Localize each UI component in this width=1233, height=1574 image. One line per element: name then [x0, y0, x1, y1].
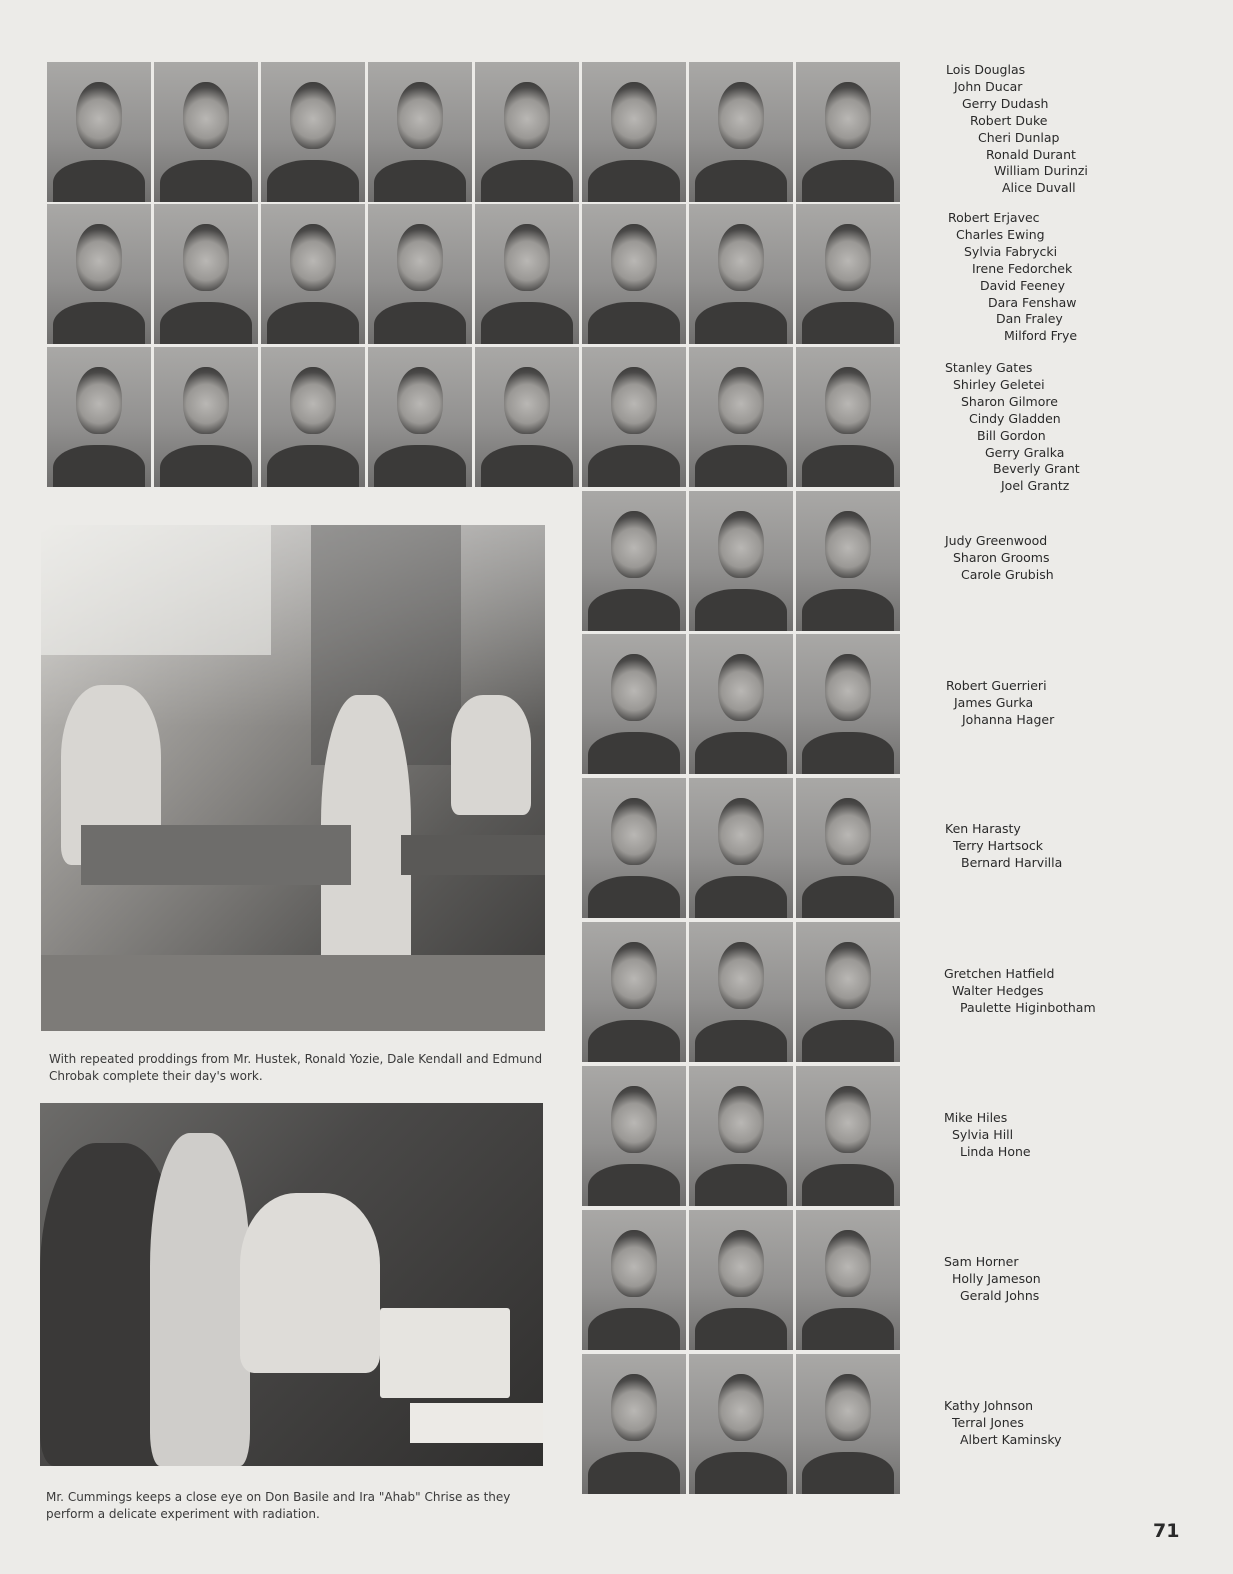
- student-name: Sharon Gilmore: [961, 393, 1058, 409]
- student-name: Linda Hone: [960, 1143, 1031, 1159]
- student-name: Kathy Johnson: [944, 1398, 1034, 1413]
- student-portrait: [368, 347, 472, 487]
- student-portrait: [796, 1066, 900, 1206]
- student-portrait: [154, 204, 258, 344]
- student-portrait: [582, 1066, 686, 1206]
- student-portrait: [582, 922, 686, 1062]
- student-portrait: [47, 347, 151, 487]
- student-name: Terral Jones: [952, 1414, 1024, 1430]
- student-name: Joel Grantz: [1001, 478, 1070, 494]
- student-name: Albert Kaminsky: [960, 1431, 1062, 1447]
- name-list: [945, 821, 1063, 872]
- student-name: Robert Guerrieri: [946, 678, 1047, 693]
- name-list: [948, 210, 1078, 345]
- student-name: Sylvia Fabrycki: [964, 243, 1058, 259]
- student-portrait: [796, 62, 900, 202]
- student-portrait: [582, 1210, 686, 1350]
- student-portrait: [689, 347, 793, 487]
- student-portrait: [261, 347, 365, 487]
- student-portrait: [689, 204, 793, 344]
- student-portrait: [689, 1066, 793, 1206]
- student-name: Beverly Grant: [993, 461, 1080, 477]
- student-name: Sylvia Hill: [952, 1126, 1014, 1142]
- student-name: John Ducar: [954, 78, 1023, 94]
- student-name: Robert Erjavec: [948, 210, 1040, 225]
- student-portrait: [689, 491, 793, 631]
- name-list: [945, 533, 1054, 584]
- student-name: Sharon Grooms: [953, 549, 1050, 565]
- name-list: [944, 1398, 1062, 1449]
- student-name: Judy Greenwood: [945, 533, 1048, 548]
- name-list: [945, 360, 1080, 495]
- student-portrait: [261, 204, 365, 344]
- name-list: [944, 1110, 1031, 1161]
- student-portrait: [796, 204, 900, 344]
- student-portrait: [796, 922, 900, 1062]
- student-portrait: [689, 922, 793, 1062]
- welding-photo-caption: With repeated proddings from Mr. Hustek, Ronald Yozie, Dale Kendall and Edmund Chrobak complete their day's work.: [49, 1052, 543, 1083]
- student-name: Ronald Durant: [986, 146, 1076, 162]
- student-portrait: [796, 1354, 900, 1494]
- student-portrait: [582, 1354, 686, 1494]
- student-portrait: [796, 634, 900, 774]
- student-name: Carole Grubish: [961, 566, 1054, 582]
- student-name: William Durinzi: [994, 163, 1088, 179]
- radiation-experiment-photo: [40, 1103, 543, 1466]
- student-portrait: [689, 778, 793, 918]
- student-name: Bernard Harvilla: [961, 854, 1063, 870]
- student-portrait: [689, 62, 793, 202]
- student-name: Johanna Hager: [962, 711, 1055, 727]
- student-portrait: [796, 491, 900, 631]
- student-name: Holly Jameson: [952, 1270, 1041, 1286]
- student-name: James Gurka: [954, 694, 1034, 710]
- student-name: Gerald Johns: [960, 1287, 1040, 1303]
- student-portrait: [796, 778, 900, 918]
- student-name: Robert Duke: [970, 112, 1048, 128]
- student-name: Stanley Gates: [945, 360, 1033, 375]
- student-portrait: [582, 491, 686, 631]
- student-name: Cheri Dunlap: [978, 129, 1060, 145]
- student-portrait: [582, 204, 686, 344]
- student-portrait: [582, 62, 686, 202]
- student-portrait: [689, 1210, 793, 1350]
- student-name: Dara Fenshaw: [988, 294, 1077, 310]
- name-list: [946, 62, 1088, 197]
- page-number: 71: [1153, 1520, 1180, 1542]
- student-portrait: [261, 62, 365, 202]
- student-name: David Feeney: [980, 277, 1065, 293]
- student-name: Lois Douglas: [946, 62, 1026, 77]
- student-name: Mike Hiles: [944, 1110, 1008, 1125]
- student-portrait: [368, 204, 472, 344]
- student-name: Irene Fedorchek: [972, 260, 1073, 276]
- student-name: Terry Hartsock: [953, 837, 1044, 853]
- student-name: Walter Hedges: [952, 982, 1044, 998]
- student-portrait: [796, 1210, 900, 1350]
- student-name: Gerry Gralka: [985, 444, 1065, 460]
- student-name: Gerry Dudash: [962, 95, 1049, 111]
- student-name: Dan Fraley: [996, 311, 1063, 327]
- student-portrait: [796, 347, 900, 487]
- name-list: [944, 966, 1096, 1017]
- radiation-photo-caption: Mr. Cummings keeps a close eye on Don Basile and Ira "Ahab" Chrise as they perform a delicate experiment with radiation.: [46, 1490, 511, 1521]
- name-list: [946, 678, 1055, 729]
- student-name: Ken Harasty: [945, 821, 1021, 836]
- student-portrait: [582, 634, 686, 774]
- student-portrait: [689, 634, 793, 774]
- student-portrait: [475, 347, 579, 487]
- student-portrait: [689, 1354, 793, 1494]
- welding-shop-photo: [41, 525, 545, 1031]
- student-name: Milford Frye: [1004, 328, 1078, 344]
- student-portrait: [154, 347, 258, 487]
- student-name: Paulette Higinbotham: [960, 999, 1096, 1015]
- student-portrait: [47, 204, 151, 344]
- student-name: Charles Ewing: [956, 226, 1045, 242]
- student-portrait: [582, 347, 686, 487]
- student-name: Cindy Gladden: [969, 410, 1061, 426]
- student-portrait: [475, 62, 579, 202]
- student-portrait: [475, 204, 579, 344]
- student-portrait: [154, 62, 258, 202]
- student-name: Gretchen Hatfield: [944, 966, 1055, 981]
- student-name: Bill Gordon: [977, 427, 1046, 443]
- student-portrait: [47, 62, 151, 202]
- student-name: Shirley Geletei: [953, 376, 1045, 392]
- student-name: Sam Horner: [944, 1254, 1019, 1269]
- student-portrait: [582, 778, 686, 918]
- student-portrait: [368, 62, 472, 202]
- name-list: [944, 1254, 1041, 1305]
- student-name: Alice Duvall: [1002, 180, 1076, 196]
